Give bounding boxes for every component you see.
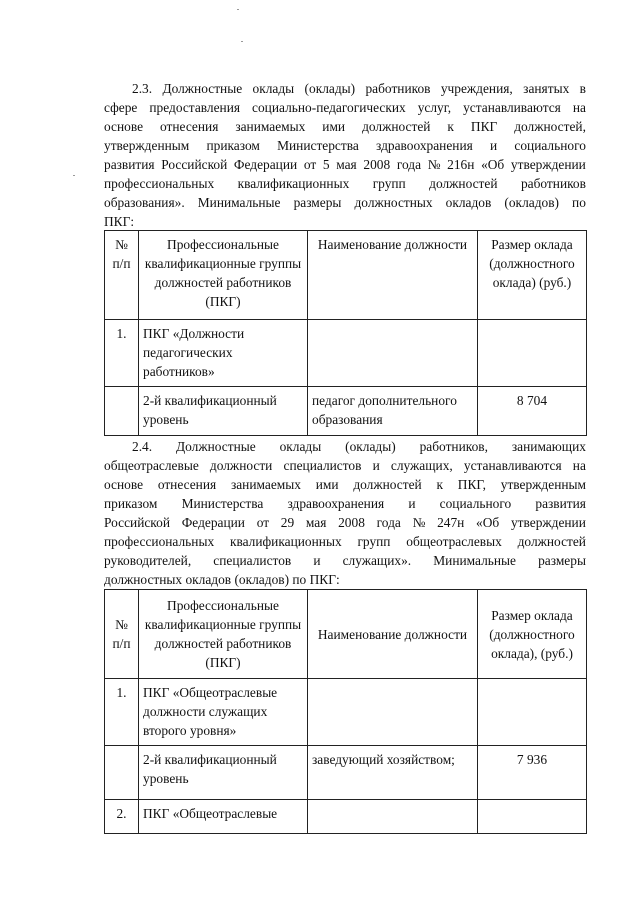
word: и: [408, 496, 416, 511]
word: предоставления: [149, 100, 241, 115]
row-salary: [478, 320, 587, 387]
word: Должностные: [176, 439, 256, 454]
word: социально-педагогических: [252, 100, 406, 115]
paragraph-line: [104, 155, 586, 174]
word: к: [436, 477, 443, 492]
paragraph-line: [104, 98, 586, 117]
word: сфере: [104, 100, 138, 115]
word: устанавливаются: [463, 458, 562, 473]
table-row: [105, 679, 587, 746]
word: Министерства: [277, 138, 359, 153]
word: развития: [104, 157, 155, 172]
word: социального: [514, 138, 586, 153]
word: утверждении: [510, 157, 586, 172]
word: профессиональных: [104, 176, 215, 191]
word: основе: [104, 119, 144, 134]
word: работников,: [419, 439, 488, 454]
word: основе: [104, 477, 144, 492]
table-row: [105, 320, 587, 387]
table-row: [105, 387, 587, 436]
word: здравоохранения: [287, 496, 385, 511]
word: 2008: [363, 157, 391, 172]
word: №: [427, 157, 441, 172]
word: ими: [315, 477, 339, 492]
section-2-4-paragraph: [104, 437, 586, 589]
word: на: [572, 458, 586, 473]
word: занимающих: [511, 439, 586, 454]
row-pkg: ПКГ «Общеотраслевые должности служащих второго уровня»: [139, 679, 308, 746]
word: устанавливаются: [463, 100, 561, 115]
word: от: [256, 515, 270, 530]
paragraph-line: [104, 193, 586, 212]
word: по: [572, 195, 586, 210]
header-position: Наименование должности: [308, 231, 478, 320]
word: социального: [439, 496, 512, 511]
word: 2.4.: [132, 439, 153, 454]
table-header-row: [105, 231, 587, 320]
paragraph-line: [104, 551, 586, 570]
word: Российской: [161, 157, 228, 172]
paragraph-line: [104, 494, 586, 513]
word: ПКГ: [470, 119, 498, 134]
row-salary: 8 704: [478, 387, 587, 436]
word: должностей: [362, 119, 431, 134]
word: мая: [305, 515, 327, 530]
word: №: [412, 515, 426, 530]
word: утвержденным: [104, 138, 190, 153]
word: 29: [280, 515, 295, 530]
header-num: № п/п: [105, 590, 139, 679]
paragraph-line: [104, 174, 586, 193]
word: общеотраслевые: [104, 458, 199, 473]
row-salary: 7 936: [478, 746, 587, 800]
word: должностей: [517, 534, 586, 549]
header-pkg: Профессиональные квалификационные группы должностей работников (ПКГ): [139, 231, 308, 320]
header-num: № п/п: [105, 231, 139, 320]
row-position: [308, 679, 478, 746]
salary-table-1: [104, 230, 587, 436]
word: «Об: [476, 515, 500, 530]
word: 5: [322, 157, 330, 172]
paragraph-line: [104, 437, 586, 456]
header-salary: Размер оклада (должностного оклада), (руб.): [478, 590, 587, 679]
paragraph-line: [104, 117, 586, 136]
paragraph-line: [104, 136, 586, 155]
table-row: [105, 746, 587, 800]
word: должности: [209, 458, 273, 473]
word: утверждении: [510, 515, 586, 530]
word: размеры: [538, 553, 586, 568]
paragraph-line: [104, 513, 586, 532]
word: и: [313, 553, 321, 568]
row-position: педагог дополнительного образования: [308, 387, 478, 436]
row-position: заведующий хозяйством;: [308, 746, 478, 800]
word: в: [579, 81, 586, 96]
word: Российской: [104, 515, 170, 530]
word: «Об: [481, 157, 505, 172]
word: служащих».: [342, 553, 412, 568]
row-position: [308, 800, 478, 834]
word: на: [572, 100, 586, 115]
word: приказом: [104, 496, 158, 511]
word: профессиональных: [104, 534, 215, 549]
salary-table-2: [104, 589, 587, 834]
word: года: [396, 157, 422, 172]
section-2-3-paragraph: [104, 79, 586, 231]
word: занимаемых: [235, 119, 306, 134]
word: групп: [372, 176, 406, 191]
word: развития: [535, 496, 586, 511]
word: отнесения: [157, 477, 217, 492]
word: Должностные: [162, 81, 243, 96]
row-salary: [478, 679, 587, 746]
row-pkg: ПКГ «Общеотраслевые: [139, 800, 308, 834]
word: от: [303, 157, 317, 172]
word: должностей: [353, 477, 422, 492]
row-num: 2.: [105, 800, 139, 834]
word: должностей: [429, 176, 498, 191]
word: квалификационных: [229, 534, 342, 549]
word: приказом: [206, 138, 260, 153]
word: занимаемых: [230, 477, 301, 492]
word: служащих,: [390, 458, 453, 473]
word: Федерации: [233, 157, 298, 172]
paragraph-line: должностных окладов (окладов) по ПКГ:: [104, 572, 340, 587]
word: Федерации: [181, 515, 245, 530]
word: учреждения,: [440, 81, 513, 96]
paragraph-line: [104, 532, 586, 551]
scan-speck: [73, 175, 75, 176]
word: услуг,: [417, 100, 452, 115]
word: специалистов: [213, 553, 292, 568]
word: окладов: [445, 195, 492, 210]
row-num: [105, 746, 139, 800]
word: года: [376, 515, 401, 530]
table-header-row: [105, 590, 587, 679]
word: Минимальные: [433, 553, 516, 568]
word: 2008: [338, 515, 365, 530]
word: (окладов): [504, 195, 559, 210]
word: ПКГ,: [457, 477, 486, 492]
header-pkg: Профессиональные квалификационные группы должностей работников (ПКГ): [139, 590, 308, 679]
word: 247н: [437, 515, 465, 530]
word: оклады: [252, 81, 295, 96]
row-salary: [478, 800, 587, 834]
word: работников: [365, 81, 431, 96]
word: образования».: [104, 195, 185, 210]
word: общеотраслевых: [406, 534, 502, 549]
row-num: [105, 387, 139, 436]
paragraph-line: [104, 79, 586, 98]
word: должностных: [354, 195, 433, 210]
scan-speck: [237, 9, 239, 10]
paragraph-line: ПКГ:: [104, 214, 135, 229]
word: и: [372, 458, 380, 473]
word: (оклады): [345, 439, 396, 454]
word: групп: [357, 534, 391, 549]
word: должностей,: [514, 119, 586, 134]
paragraph-line: [104, 475, 586, 494]
word: руководителей,: [104, 553, 192, 568]
word: специалистов: [283, 458, 362, 473]
row-pkg: ПКГ «Должности педагогических работников»: [139, 320, 308, 387]
word: здравоохранения: [376, 138, 473, 153]
row-pkg: 2-й квалификационный уровень: [139, 387, 308, 436]
word: Министерства: [181, 496, 264, 511]
word: 216н: [447, 157, 475, 172]
word: ими: [322, 119, 346, 134]
word: к: [447, 119, 454, 134]
word: 2.3.: [132, 81, 153, 96]
word: квалификационных: [237, 176, 350, 191]
header-salary: Размер оклада (должностного оклада) (руб.): [478, 231, 587, 320]
word: отнесения: [160, 119, 219, 134]
row-position: [308, 320, 478, 387]
word: занятых: [523, 81, 570, 96]
table-row: [105, 800, 587, 834]
word: Минимальные: [197, 195, 281, 210]
row-num: 1.: [105, 679, 139, 746]
scan-speck: [241, 41, 243, 42]
word: размеры: [293, 195, 342, 210]
word: утвержденным: [500, 477, 586, 492]
header-position: Наименование должности: [308, 590, 478, 679]
word: работников: [520, 176, 586, 191]
word: мая: [336, 157, 357, 172]
word: и: [490, 138, 498, 153]
word: (оклады): [304, 81, 356, 96]
word: оклады: [279, 439, 322, 454]
row-pkg: 2-й квалификационный уровень: [139, 746, 308, 800]
paragraph-line: [104, 456, 586, 475]
row-num: 1.: [105, 320, 139, 387]
